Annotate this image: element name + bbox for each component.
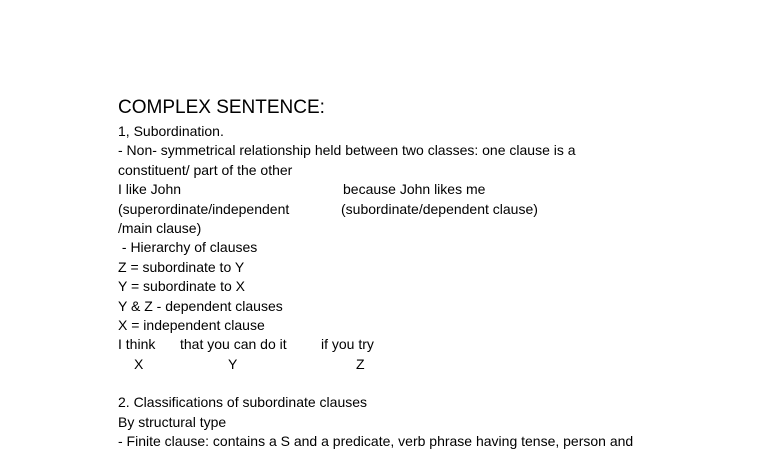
example-sentence-row xyxy=(118,180,758,199)
clause-label-row xyxy=(118,355,758,374)
definition-line-1: - Non- symmetrical relationship held between two classes: one clause is a xyxy=(118,142,576,159)
example-subordinate-clause: because John likes me xyxy=(343,181,486,198)
section2-item: - Finite clause: contains a S and a predicate, verb phrase having tense, person and xyxy=(118,433,634,450)
hierarchy-heading: - Hierarchy of clauses xyxy=(118,239,258,256)
section2-subheading: By structural type xyxy=(118,413,227,430)
clause-x: I think xyxy=(118,336,156,353)
definition-line-2: constituent/ part of the other xyxy=(118,161,293,178)
clause-y: that you can do it xyxy=(180,336,287,353)
slide-content xyxy=(118,96,758,452)
section2-heading: 2. Classifications of subordinate clauses xyxy=(118,394,368,411)
example-main-clause: I like John xyxy=(118,181,182,198)
label-y: Y xyxy=(228,355,238,372)
clause-example-row xyxy=(118,335,758,354)
label-z: Z xyxy=(356,355,365,372)
main-clause-label: (superordinate/independent xyxy=(118,200,290,217)
rule-line: Y = subordinate to X xyxy=(118,278,245,295)
rule-line: X = independent clause xyxy=(118,316,265,333)
section1-heading: 1, Subordination. xyxy=(118,123,224,139)
example-label-row xyxy=(118,200,758,219)
main-clause-label-cont: /main clause) xyxy=(118,219,202,236)
rule-line: Y & Z - dependent clauses xyxy=(118,297,283,314)
clause-z: if you try xyxy=(321,336,374,353)
subordinate-clause-label: (subordinate/dependent clause) xyxy=(341,200,538,217)
label-x: X xyxy=(134,355,144,372)
rule-line: Z = subordinate to Y xyxy=(118,258,245,275)
spacer xyxy=(118,374,758,393)
slide-title: COMPLEX SENTENCE: xyxy=(118,97,325,118)
